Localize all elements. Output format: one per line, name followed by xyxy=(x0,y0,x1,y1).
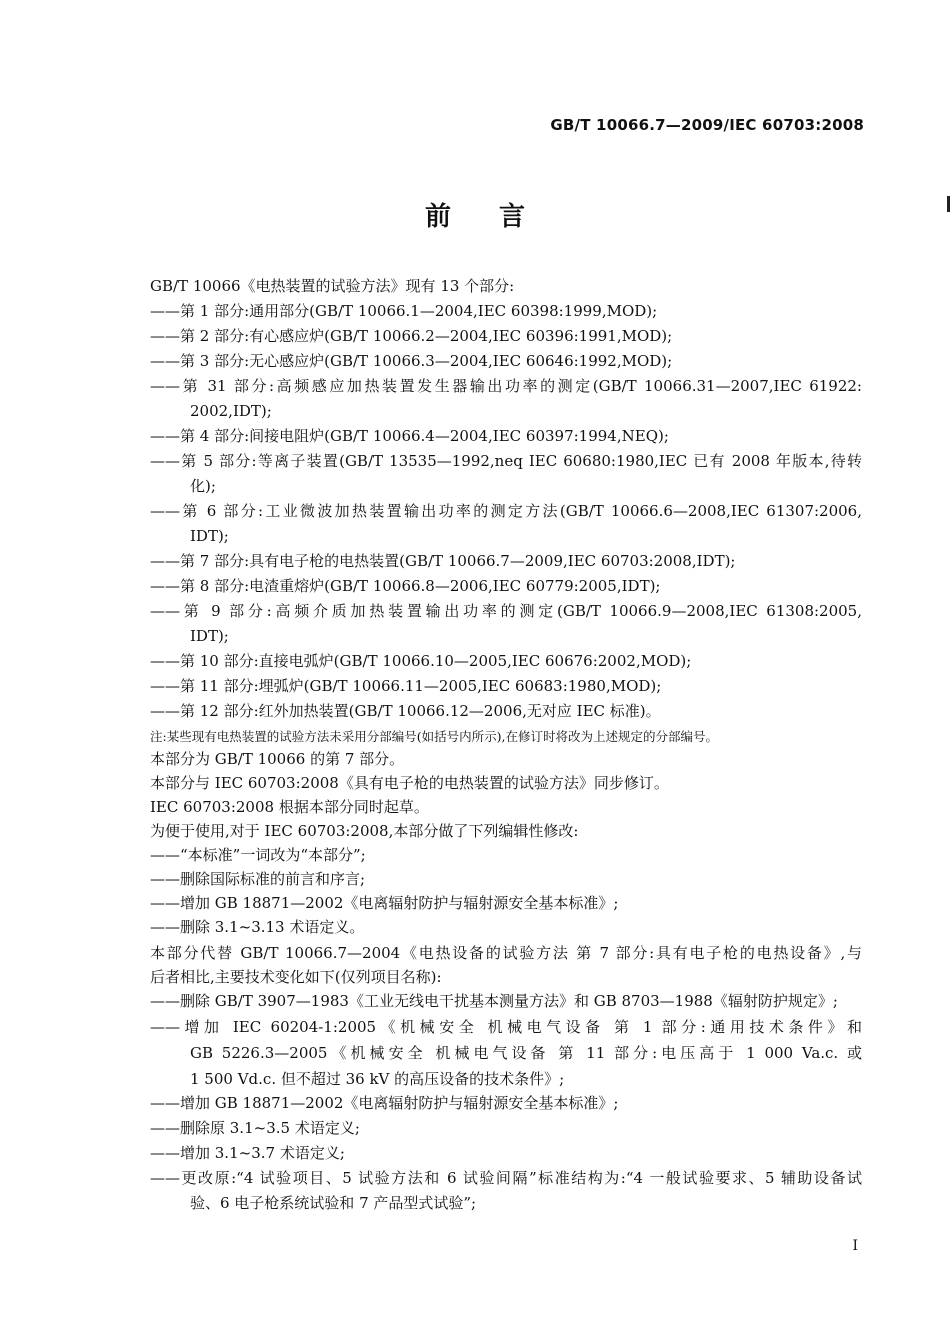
page-number: I xyxy=(852,1238,858,1254)
list-item-change-2-cont: GB 5226.3—2005《机械安全 机械电气设备 第 11 部分:电压高于 1 000 Va.c. 或 xyxy=(190,1044,862,1062)
list-item-part-7: ——第 7 部分:具有电子枪的电热装置(GB/T 10066.7—2009,IEC 60703:2008,IDT); xyxy=(150,552,736,570)
list-item-part-10: ——第 10 部分:直接电弧炉(GB/T 10066.10—2005,IEC 60676:2002,MOD); xyxy=(150,652,692,670)
page-title: 前言 xyxy=(424,202,573,232)
paragraph-part-number: 本部分为 GB/T 10066 的第 7 部分。 xyxy=(150,750,405,768)
list-item-editorial-2: ——删除国际标准的前言和序言; xyxy=(150,870,366,888)
list-item-part-9-cont: IDT); xyxy=(190,627,229,645)
list-item-change-1: ——删除 GB/T 3907—1983《工业无线电干扰基本测量方法》和 GB 8703—1988《辐射防护规定》; xyxy=(150,992,838,1010)
list-item-part-5-cont: 化); xyxy=(190,477,216,495)
standard-code: GB/T 10066.7—2009/IEC 60703:2008 xyxy=(550,116,864,134)
list-item-part-2: ——第 2 部分:有心感应炉(GB/T 10066.2—2004,IEC 60396:1991,MOD); xyxy=(150,327,673,345)
paragraph-supersede: 本部分代替 GB/T 10066.7—2004《电热设备的试验方法 第 7 部分:具有电子枪的电热设备》,与 xyxy=(150,944,862,962)
list-item-part-12: ——第 12 部分:红外加热装置(GB/T 10066.12—2006,无对应 IEC 标准)。 xyxy=(150,702,661,720)
paragraph-intro: GB/T 10066《电热装置的试验方法》现有 13 个部分: xyxy=(150,277,515,295)
list-item-part-8: ——第 8 部分:电渣重熔炉(GB/T 10066.8—2006,IEC 60779:2005,IDT); xyxy=(150,577,661,595)
note: 注:某些现有电热装置的试验方法未采用分部编号(如括号内所示),在修订时将改为上述规定的分部编号。 xyxy=(150,729,718,744)
list-item-part-4: ——第 4 部分:间接电阻炉(GB/T 10066.4—2004,IEC 60397:1994,NEQ); xyxy=(150,427,669,445)
list-item-editorial-3: ——增加 GB 18871—2002《电离辐射防护与辐射源安全基本标准》; xyxy=(150,894,619,912)
list-item-part-1: ——第 1 部分:通用部分(GB/T 10066.1—2004,IEC 60398:1999,MOD); xyxy=(150,302,658,320)
list-item-part-5: ——第 5 部分:等离子装置(GB/T 13535—1992,neq IEC 60680:1980,IEC 已有 2008 年版本,待转 xyxy=(150,452,862,470)
paragraph-revision: 本部分与 IEC 60703:2008《具有电子枪的电热装置的试验方法》同步修订。 xyxy=(150,774,669,792)
paragraph-drafting: IEC 60703:2008 根据本部分同时起草。 xyxy=(150,798,429,816)
list-item-change-6-cont: 验、6 电子枪系统试验和 7 产品型式试验”; xyxy=(190,1194,477,1212)
list-item-change-5: ——增加 3.1~3.7 术语定义; xyxy=(150,1144,345,1162)
list-item-part-31-cont: 2002,IDT); xyxy=(190,402,272,420)
paragraph-editorial: 为便于使用,对于 IEC 60703:2008,本部分做了下列编辑性修改: xyxy=(150,822,579,840)
list-item-part-6-cont: IDT); xyxy=(190,527,229,545)
list-item-change-6: ——更改原:“4 试验项目、5 试验方法和 6 试验间隔”标准结构为:“4 一般试验要求、5 辅助设备试 xyxy=(150,1169,862,1187)
list-item-editorial-4: ——删除 3.1~3.13 术语定义。 xyxy=(150,918,365,936)
list-item-part-3: ——第 3 部分:无心感应炉(GB/T 10066.3—2004,IEC 60646:1992,MOD); xyxy=(150,352,673,370)
list-item-change-4: ——删除原 3.1~3.5 术语定义; xyxy=(150,1119,360,1137)
list-item-part-31: ——第 31 部分:高频感应加热装置发生器输出功率的测定(GB/T 10066.31—2007,IEC 61922: xyxy=(150,377,862,395)
list-item-change-2: ——增加 IEC 60204-1:2005《机械安全 机械电气设备 第 1 部分:通用技术条件》和 xyxy=(150,1018,862,1036)
list-item-editorial-1: ——“本标准”一词改为“本部分”; xyxy=(150,846,366,864)
list-item-part-6: ——第 6 部分:工业微波加热装置输出功率的测定方法(GB/T 10066.6—2008,IEC 61307:2006, xyxy=(150,502,862,520)
list-item-part-11: ——第 11 部分:埋弧炉(GB/T 10066.11—2005,IEC 60683:1980,MOD); xyxy=(150,677,662,695)
list-item-change-3: ——增加 GB 18871—2002《电离辐射防护与辐射源安全基本标准》; xyxy=(150,1094,619,1112)
list-item-part-9: ——第 9 部分:高频介质加热装置输出功率的测定(GB/T 10066.9—2008,IEC 61308:2005, xyxy=(150,602,862,620)
list-item-change-2-cont2: 1 500 Vd.c. 但不超过 36 kV 的高压设备的技术条件》; xyxy=(190,1070,565,1088)
paragraph-supersede-cont: 后者相比,主要技术变化如下(仅列项目名称): xyxy=(150,968,442,986)
